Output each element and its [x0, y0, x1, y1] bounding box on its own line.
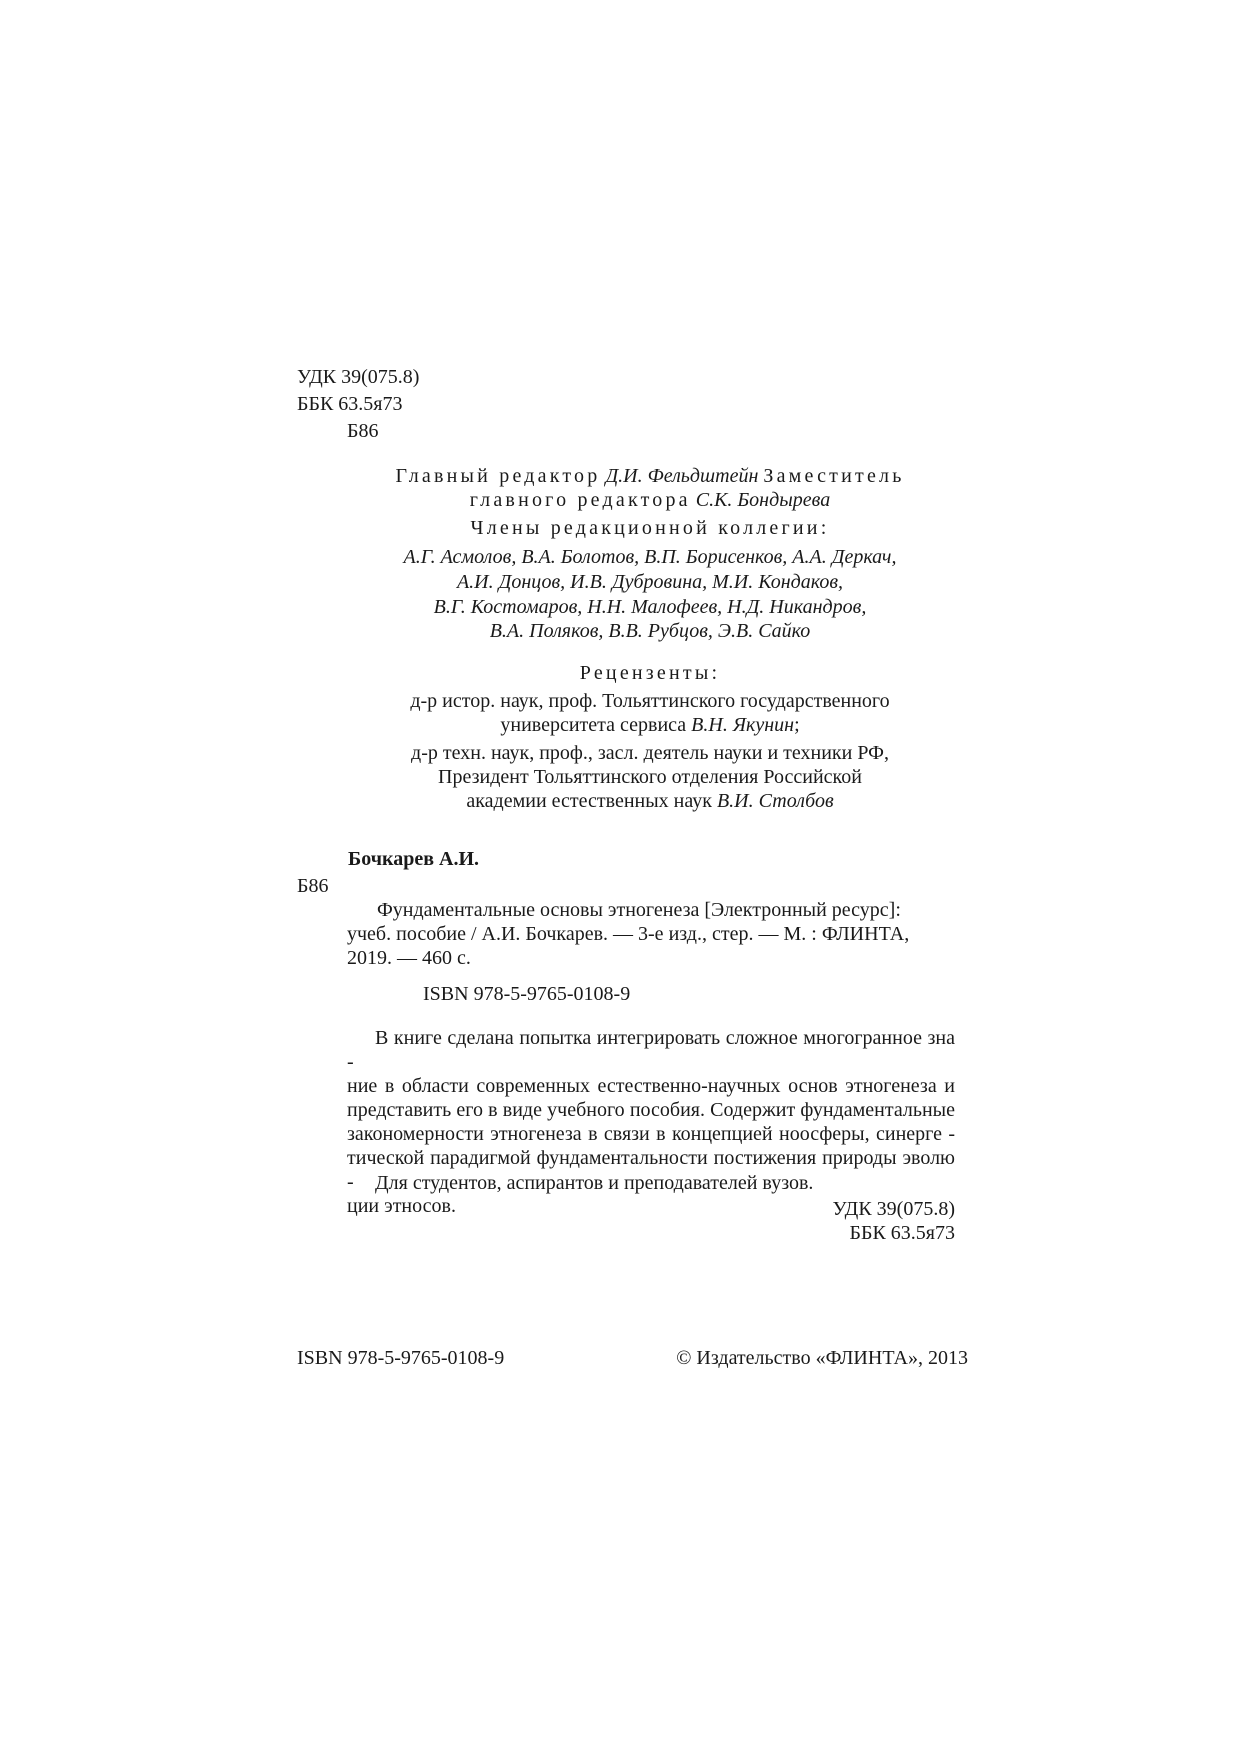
chief-editor-line	[300, 464, 1000, 488]
annotation-line: ние в области современных естественно-научных основ этногенеза и	[347, 1075, 955, 1097]
reviewer-1-line-2	[300, 713, 1000, 737]
reviewer-2-name: В.И. Столбов	[716, 790, 834, 812]
reviewer-1-separator: ;	[794, 714, 800, 736]
bibliography-line-3: 2019. — 460 с.	[347, 947, 471, 969]
reviewer-2-line-1: д-р техн. наук, проф., засл. деятель науки и техники РФ,	[411, 742, 889, 764]
chief-editor-name: Д.И. Фельдштейн	[605, 465, 759, 487]
reviewer-1-name: В.Н. Якунин	[691, 714, 795, 736]
bibliography-mark: Б86	[297, 875, 329, 897]
board-line: А.Г. Асмолов, В.А. Болотов, В.П. Борисенков, А.А. Деркач,	[403, 546, 897, 568]
book-author: Бочкарев А.И.	[348, 848, 480, 870]
board-title: Члены редакционной коллегии:	[470, 517, 830, 539]
reviewer-2-line-2: Президент Тольяттинского отделения Российской	[438, 766, 862, 788]
annotation-bbk: ББК 63.5я73	[849, 1222, 955, 1244]
footer-copyright: © Издательство «ФЛИНТА», 2013	[676, 1347, 968, 1369]
reviewer-2-affiliation: академии естественных наук	[466, 790, 712, 812]
reviewers-title: Рецензенты:	[579, 662, 721, 684]
bbk-code: ББК 63.5я73	[297, 393, 403, 415]
annotation-line: представить его в виде учебного пособия. Содержит фундаментальные	[347, 1099, 955, 1121]
deputy-editor-line	[300, 488, 1000, 512]
chief-editor-label: Главный редактор	[395, 465, 601, 487]
reviewer-1-affiliation: университета сервиса	[500, 714, 687, 736]
board-line: В.Г. Костомаров, Н.Н. Малофеев, Н.Д. Никандров,	[433, 596, 867, 618]
annotation-line: В книге сделана попытка интегрировать сложное многогранное зна -	[347, 1027, 955, 1073]
annotation-audience: Для студентов, аспирантов и преподавателей вузов.	[375, 1172, 814, 1194]
deputy-label-1: Заместитель	[763, 465, 905, 487]
bibliography-line-2: учеб. пособие / А.И. Бочкарев. — 3-е изд., стер. — М. : ФЛИНТА,	[347, 923, 910, 945]
bibliography-line-1: Фундаментальные основы этногенеза [Электронный ресурс]:	[377, 899, 901, 921]
deputy-label-2: главного редактора	[469, 489, 691, 511]
reviewer-1-line-1: д-р истор. наук, проф. Тольяттинского государственного	[410, 690, 890, 712]
annotation-line: закономерности этногенеза в связи в концепцией ноосферы, синерге -	[347, 1123, 955, 1145]
deputy-editor-name: С.К. Бондырева	[695, 489, 831, 511]
reviewer-2-line-3	[300, 789, 1000, 813]
board-line: В.А. Поляков, В.В. Рубцов, Э.В. Сайко	[489, 620, 811, 642]
annotation-line: ции этносов.	[347, 1195, 456, 1217]
annotation-udk: УДК 39(075.8)	[832, 1198, 955, 1220]
footer-isbn: ISBN 978-5-9765-0108-9	[297, 1347, 505, 1369]
bibliography-isbn: ISBN 978-5-9765-0108-9	[423, 983, 631, 1005]
udk-code: УДК 39(075.8)	[297, 366, 420, 388]
board-line: А.И. Донцов, И.В. Дубровина, М.И. Кондаков,	[456, 571, 844, 593]
annotation-line: тической парадигмой фундаментальности постижения природы эволю -	[347, 1147, 955, 1193]
author-mark: Б86	[347, 420, 379, 442]
